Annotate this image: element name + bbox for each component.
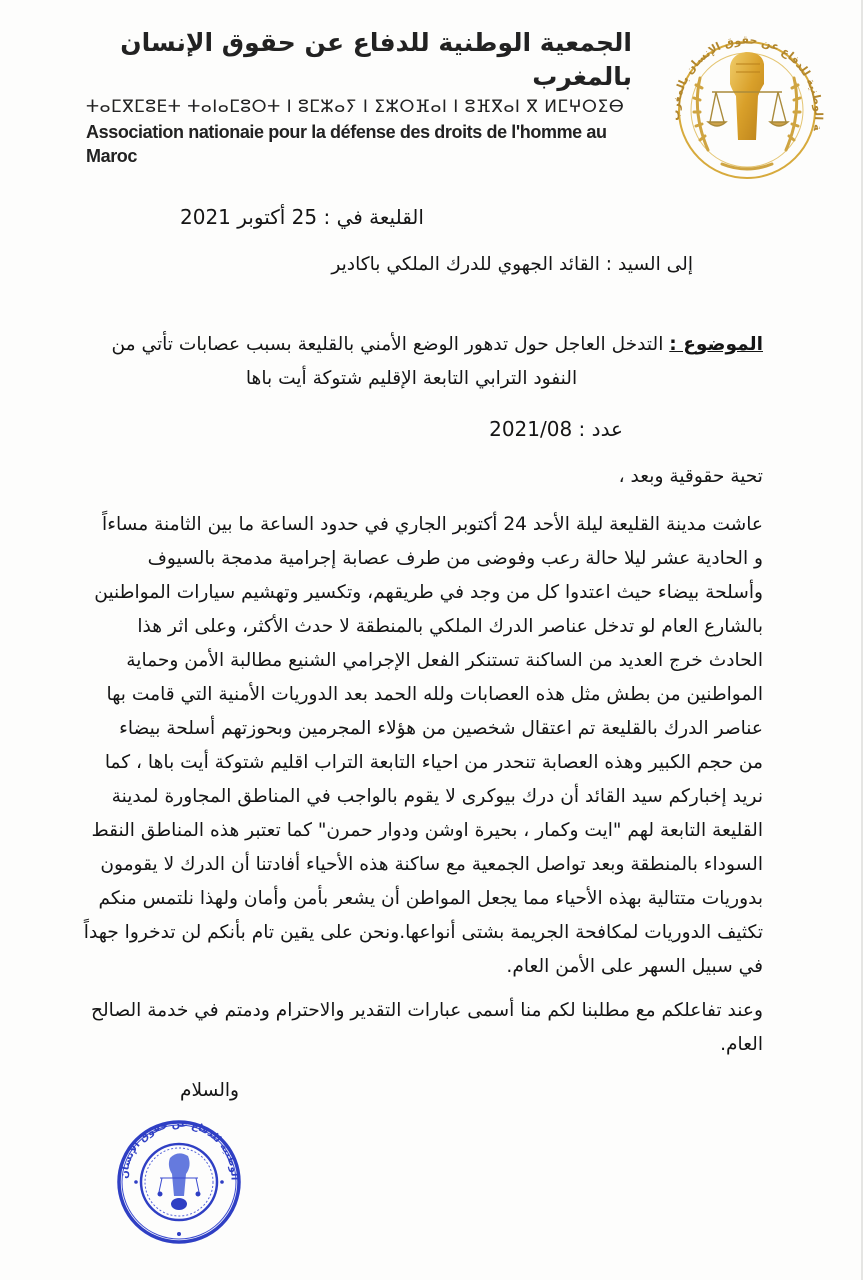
body-line: القليعة التابعة لهم "ايت وكمار ، بحيرة اوشن ودوار حمرن" كما تعتبر هذه المناطق النقط	[91, 820, 763, 841]
closing-line: وعند تفاعلكم مع مطلبنا لكم منا أسمى عبارات التقدير والاحترام ودمتم في خدمة الصالح	[91, 1000, 763, 1021]
subject-line-1	[60, 328, 763, 362]
stamp-ring-text: الوطنية للدفاع عن حقوق الإنسان	[119, 1118, 240, 1181]
closing-paragraph	[60, 994, 763, 1062]
stamp-container	[60, 1116, 763, 1246]
org-name-arabic: الجمعية الوطنية للدفاع عن حقوق الإنسان بالمغرب	[120, 28, 632, 91]
reference-number: عدد : 2021/08	[489, 417, 623, 441]
body-line: السوداء بالمنطقة وبعد تواصل الجمعية مع ساكنة هذه الأحياء أفادتنا أن الدرك لا يقومون	[100, 854, 763, 875]
place-date: القليعة في : 25 أكتوبر 2021	[180, 205, 424, 229]
body-line: تكثيف الدوريات لمكافحة الجريمة بشتى أنواعها.ونحن على يقين تام بأنكم لن تدخروا جهداً	[83, 922, 763, 943]
body-paragraph	[60, 508, 763, 984]
body-line: من حجم الكبير وهذه العصابة تنحدر من احياء التابعة التراب اقليم شتوكة أيت باها ، كما	[104, 752, 763, 773]
org-name-tifinagh: ⵜⴰⵎⴳⵎⵓⴹⵜ ⵜⴰⵏⴰⵎⵓⵔⵜ ⵏ ⵓⵎⵣⴰⵢ ⵏ ⵉⵣⵔⴼⴰⵏ ⵏ ⵓⴼⴳⴰⵏ ⴳ ⵍⵎⵖⵔⵉⴱ	[86, 97, 625, 117]
greeting: تحية حقوقية وبعد ،	[618, 466, 763, 487]
letterhead	[86, 26, 632, 168]
body-line: المواطنين من بطش مثل هذه العصابات ولله الحمد بعد الدوريات الأمنية التي قامت بها	[106, 684, 763, 705]
subject-label: الموضوع :	[669, 334, 763, 355]
subject-text: التدخل العاجل حول تدهور الوضع الأمني بالقليعة بسبب عصابات تأتي من	[111, 334, 664, 355]
body-line: و الحادية عشر ليلا حالة رعب وفوضى من طرف عصابة إجرامية مدمجة بالسيوف	[147, 548, 763, 569]
sign-off: والسلام	[180, 1080, 240, 1101]
body-line: عناصر الدرك بالقليعة تم اعتقال شخصين من هؤلاء المجرمين وبحوزتهم أسلحة بيضاء	[119, 718, 763, 739]
body-line: في سبيل السهر على الأمن العام.	[506, 956, 763, 977]
official-stamp	[112, 1116, 247, 1246]
org-logo	[642, 18, 852, 183]
recipient: إلى السيد : القائد الجهوي للدرك الملكي باكادير	[331, 254, 693, 275]
letter-body	[60, 200, 763, 1246]
closing-line: العام.	[720, 1034, 763, 1055]
fist-scales-emblem-icon	[642, 18, 852, 183]
body-line: الحادث خرج العديد من الساكنة تستنكر الفعل الإجرامي الشنيع مطالبة الأمن وحماية	[126, 650, 763, 671]
body-line: بدوريات متتالية بهذه الأحياء مما يجعل المواطن أن يشعر بأمن وأمان ولهذا نلتمس منكم	[98, 888, 763, 909]
org-name-french: Association nationaie pour la défense des droits de l'homme au Maroc	[86, 122, 607, 166]
logo-ring-text: ة الوطنية للدفاع عن حقوق الإنسان بالمغرب	[668, 33, 826, 132]
subject-line-2: النفود الترابي التابعة الإقليم شتوكة أيت باها	[245, 368, 578, 389]
body-line: نريد إخباركم سيد القائد أن درك بيوكرى لا يقوم بالواجب في المناطق المجاورة لمدينة	[111, 786, 763, 807]
official-stamp-icon	[112, 1116, 247, 1246]
body-line: عاشت مدينة القليعة ليلة الأحد 24 أكتوبر الجاري في حدود الساعة ما بين الثامنة مساءاً	[102, 514, 763, 535]
body-line: بالشارع العام لو تدخل عناصر الدرك الملكي بالمنطقة لا حدث الأكثر، وعلى اثر هذا	[137, 616, 763, 637]
body-line: وأسلحة بيضاء حيث اعتدوا كل من وجد في طريقهم، وتكسير وتهشيم سيارات المواطنين	[94, 582, 763, 603]
